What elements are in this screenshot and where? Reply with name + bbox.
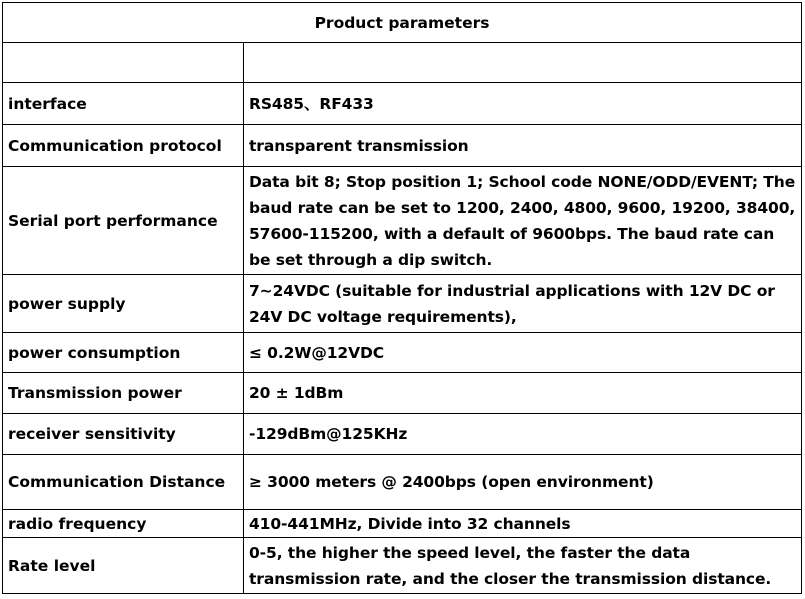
row-label: Transmission power <box>3 373 244 414</box>
row-label: Communication protocol <box>3 125 244 167</box>
table-row-communication-distance <box>3 455 802 510</box>
table-row-serial-port-performance <box>3 167 802 275</box>
table-row-rate-level <box>3 538 802 594</box>
row-label: power supply <box>3 275 244 333</box>
row-value: 20 ± 1dBm <box>244 373 802 414</box>
table-row-transmission-power <box>3 373 802 414</box>
row-label: receiver sensitivity <box>3 414 244 455</box>
table-row-empty <box>3 43 802 83</box>
row-value: transparent transmission <box>244 125 802 167</box>
row-label: power consumption <box>3 333 244 373</box>
row-value: 410-441MHz, Divide into 32 channels <box>244 510 802 538</box>
table-row-power-supply <box>3 275 802 333</box>
row-value: 7~24VDC (suitable for industrial applications with 12V DC or 24V DC voltage requirements), <box>244 275 802 333</box>
row-value: ≤ 0.2W@12VDC <box>244 333 802 373</box>
row-label: Communication Distance <box>3 455 244 510</box>
row-label: interface <box>3 83 244 125</box>
table-row-interface <box>3 83 802 125</box>
row-label: Rate level <box>3 538 244 594</box>
row-label: radio frequency <box>3 510 244 538</box>
row-label: Serial port performance <box>3 167 244 275</box>
row-value: 0-5, the higher the speed level, the faster the data transmission rate, and the closer the transmission distance. <box>244 538 802 594</box>
row-value <box>244 43 802 83</box>
table-header-row <box>3 3 802 43</box>
row-value: Data bit 8; Stop position 1; School code NONE/ODD/EVENT; The baud rate can be set to 1200, 2400, 4800, 9600, 19200, 38400, 57600-115200, with a default of 9600bps. The baud rate can be set through a dip switch. <box>244 167 802 275</box>
table-row-radio-frequency <box>3 510 802 538</box>
row-value: RS485、RF433 <box>244 83 802 125</box>
table-row-power-consumption <box>3 333 802 373</box>
table-row-receiver-sensitivity <box>3 414 802 455</box>
table-title: Product parameters <box>3 3 802 43</box>
product-parameters-table <box>2 2 802 594</box>
row-value: -129dBm@125KHz <box>244 414 802 455</box>
row-value: ≥ 3000 meters @ 2400bps (open environment) <box>244 455 802 510</box>
table-row-communication-protocol <box>3 125 802 167</box>
row-label <box>3 43 244 83</box>
